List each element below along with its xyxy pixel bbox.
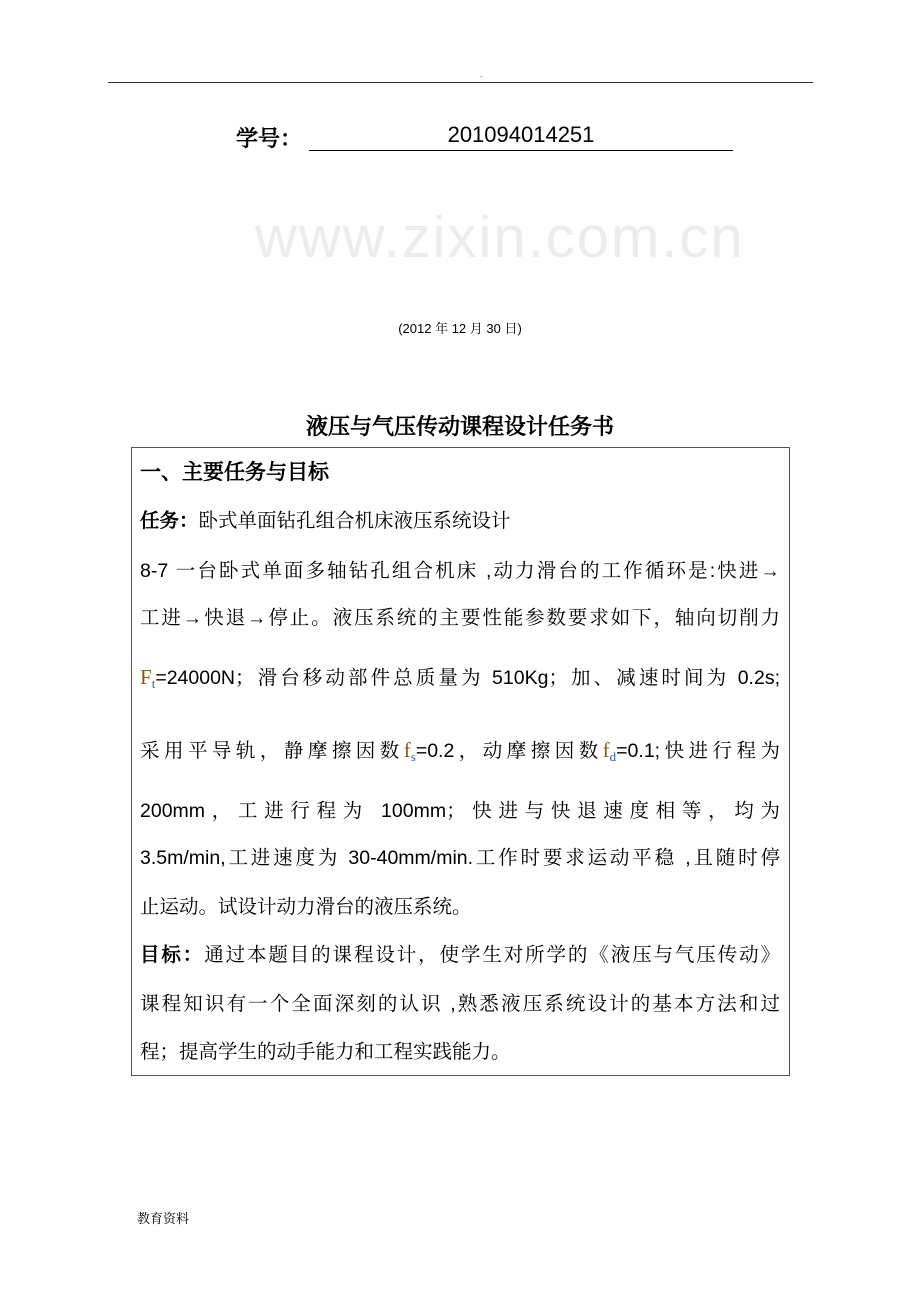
body-line: 3.5m/min,工进速度为 30-40mm/min.工作时要求运动平稳 ,且随时停 (140, 847, 780, 869)
goal-label: 目标： (140, 944, 205, 966)
friction-line: 采用平导轨，静摩擦因数$f_s=0.2$，动摩擦因数$f_d=0.1$;快进行程为 (140, 738, 780, 764)
header-rule (108, 82, 813, 83)
body-line: 8-7 一台卧式单面多轴钻孔组合机床 ,动力滑台的工作循环是:快进→ (140, 560, 780, 582)
force-line (140, 664, 780, 697)
document-title: 液压与气压传动课程设计任务书 (305, 414, 614, 439)
force-text: =24000N；滑台移动部件总质量为 510Kg；加、减速时间为 0.2s; (155, 667, 780, 689)
fd-symbol: $f_d$ (602, 738, 617, 764)
date: (2012 年 12 月 30 日) (398, 321, 522, 336)
goal-line (140, 942, 780, 968)
student-id-value: 201094014251 (309, 122, 733, 151)
task-text: 卧式单面钻孔组合机床液压系统设计 (198, 510, 511, 532)
body-line: 止运动。试设计动力滑台的液压系统。 (140, 896, 472, 918)
watermark: www.zixin.com.cn (255, 205, 745, 270)
task-line (140, 508, 780, 534)
fs-symbol: $f_s$ (403, 738, 416, 764)
footer-text: 教育资料 (137, 1212, 190, 1227)
section-heading: 一、主要任务与目标 (140, 461, 329, 484)
task-label: 任务： (140, 510, 199, 532)
goal-text: 通过本题目的课程设计，使学生对所学的《液压与气压传动》 (204, 944, 780, 966)
body-line: 200mm，工进行程为 100mm；快进与快退速度相等，均为 (140, 800, 780, 822)
body-line: 工进→快退→停止。液压系统的主要性能参数要求如下，轴向切削力 (140, 607, 780, 629)
body-line: 课程知识有一个全面深刻的认识 ,熟悉液压系统设计的基本方法和过 (140, 993, 780, 1015)
body-line: 程；提高学生的动手能力和工程实践能力。 (140, 1041, 511, 1063)
ft-symbol: $F_t$ (140, 665, 156, 691)
header-dot: . (480, 70, 483, 79)
student-id-label: 学号： (236, 126, 303, 151)
